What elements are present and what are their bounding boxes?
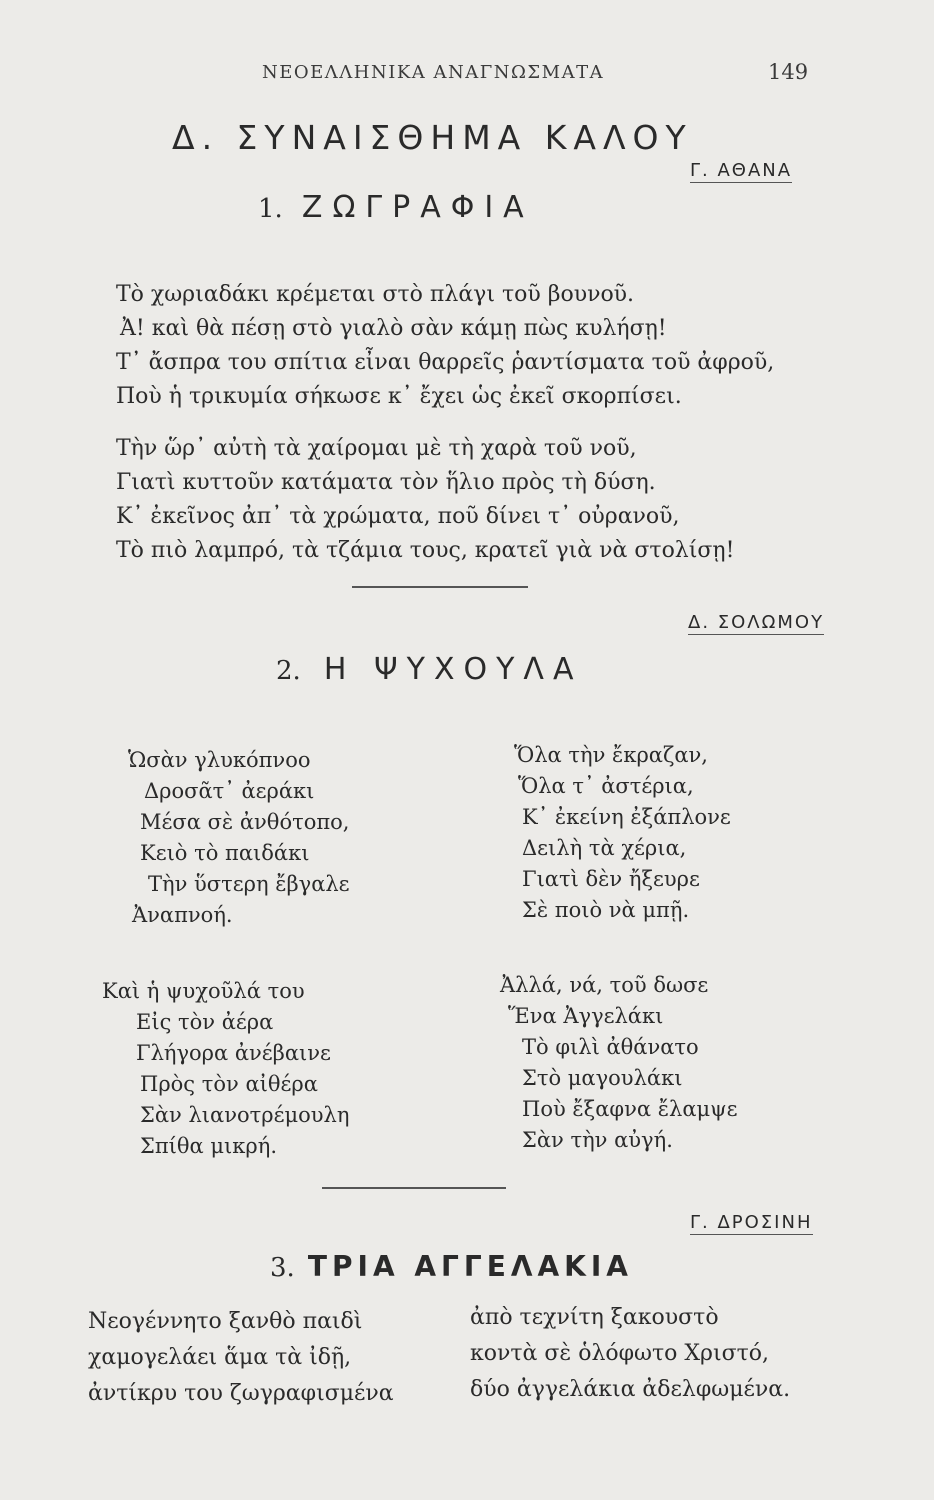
- verse-line: Καὶ ἡ ψυχοῦλά του: [102, 979, 305, 1003]
- verse-line: Κ᾽ ἐκείνη ἐξάπλονε: [522, 805, 731, 829]
- verse-line: Τ᾽ ἄσπρα του σπίτια εἶναι θαρρεῖς ῥαντίσματα τοῦ ἀφροῦ,: [116, 350, 775, 375]
- verse-line: Μέσα σὲ ἀνθότοπο,: [140, 810, 350, 834]
- running-header: ΝΕΟΕΛΛΗΝΙΚΑ ΑΝΑΓΝΩΣΜΑΤΑ: [262, 62, 605, 83]
- poem2-author: Δ. ΣΟΛΩΜΟΥ: [688, 612, 825, 633]
- poem2-right-stanza1: [514, 740, 731, 926]
- poem3-right: [470, 1300, 790, 1408]
- verse-line: Σπίθα μικρή.: [140, 1134, 277, 1158]
- verse-line: Ποὺ ἔξαφνα ἔλαμψε: [522, 1097, 738, 1121]
- verse-line: Σὰν τὴν αὐγή.: [522, 1128, 673, 1152]
- section-title: Δ. ΣΥΝΑΙΣΘΗΜΑ ΚΑΛΟΥ: [172, 118, 693, 157]
- poem1-stanza2: [116, 432, 734, 568]
- verse-line: Κ᾽ ἐκεῖνος ἀπ᾽ τὰ χρώματα, ποῦ δίνει τ᾽ οὐρανοῦ,: [116, 504, 680, 529]
- page-number: 149: [768, 60, 809, 84]
- verse-line: Ὡσὰν γλυκόπνοο: [128, 748, 311, 772]
- poem2-left-stanza2: [102, 976, 349, 1162]
- divider-rule: [352, 586, 528, 588]
- verse-line: Ἀλλά, νά, τοῦ δωσε: [500, 973, 709, 997]
- verse-line: Ὅλα τὴν ἔκραζαν,: [514, 743, 708, 767]
- verse-line: Ὅλα τ᾽ ἀστέρια,: [518, 774, 694, 798]
- verse-line: Γλήγορα ἀνέβαινε: [136, 1041, 331, 1065]
- verse-line: κοντὰ σὲ ὁλόφωτο Χριστό,: [470, 1341, 770, 1366]
- poem1-stanza1: [116, 278, 774, 414]
- poem2-right-stanza2: [500, 970, 738, 1156]
- verse-line: Γιατὶ δὲν ἤξευρε: [522, 867, 700, 891]
- poem2-number: 2.: [276, 656, 301, 686]
- poem1-title: ΖΩΓΡΑΦΙΑ: [301, 190, 534, 225]
- verse-line: Τὴν ὥρ᾽ αὐτὴ τὰ χαίρομαι μὲ τὴ χαρὰ τοῦ νοῦ,: [116, 436, 637, 461]
- verse-line: Νεογέννητο ξανθὸ παιδὶ: [88, 1309, 363, 1334]
- verse-line: Τὸ χωριαδάκι κρέμεται στὸ πλάγι τοῦ βουνοῦ.: [116, 282, 635, 307]
- verse-line: Σὲ ποιὸ νὰ μπῇ.: [522, 898, 690, 922]
- verse-line: Γιατὶ κυττοῦν κατάματα τὸν ἥλιο πρὸς τὴ δύση.: [116, 470, 656, 495]
- verse-line: χαμογελάει ἅμα τὰ ἰδῇ,: [88, 1345, 352, 1370]
- verse-line: Ἀναπνοή.: [132, 903, 233, 927]
- poem1-author: Γ. ΑΘΑΝΑ: [690, 160, 793, 181]
- verse-line: δύο ἀγγελάκια ἀδελφωμένα.: [470, 1377, 791, 1402]
- poem1-number: 1.: [258, 194, 283, 224]
- verse-line: Τὴν ὕστερη ἔβγαλε: [148, 872, 350, 896]
- poem1-heading: [258, 190, 534, 225]
- verse-line: Τὸ πιὸ λαμπρό, τὰ τζάμια τους, κρατεῖ γιὰ νὰ στολίσῃ!: [116, 538, 735, 563]
- verse-line: ἀντίκρυ του ζωγραφισμένα: [88, 1381, 394, 1406]
- poem2-title: Η ΨΥΧΟΥΛΑ: [323, 652, 583, 687]
- poem3-heading: [270, 1250, 633, 1283]
- verse-line: Τὸ φιλὶ ἀθάνατο: [522, 1035, 699, 1059]
- verse-line: Εἰς τὸν ἀέρα: [136, 1010, 274, 1034]
- verse-line: ἀπὸ τεχνίτη ξακουστὸ: [470, 1305, 719, 1330]
- poem2-left-stanza1: [128, 745, 350, 931]
- poem2-heading: [276, 652, 582, 687]
- poem3-title: ΤΡΙΑ ΑΓΓΕΛΑΚΙΑ: [307, 1250, 633, 1283]
- verse-line: Στὸ μαγουλάκι: [522, 1066, 683, 1090]
- verse-line: Δειλὴ τὰ χέρια,: [522, 836, 687, 860]
- divider-rule: [322, 1187, 506, 1189]
- verse-line: Ἕνα Ἀγγελάκι: [508, 1004, 664, 1028]
- verse-line: Ἀ! καὶ θὰ πέσῃ στὸ γιαλὸ σὰν κάμῃ πὼς κυλήσῃ!: [120, 316, 667, 341]
- poem3-left: [88, 1304, 394, 1412]
- verse-line: Ποὺ ἡ τρικυμία σήκωσε κ᾽ ἔχει ὡς ἐκεῖ σκορπίσει.: [116, 384, 682, 409]
- verse-line: Πρὸς τὸν αἰθέρα: [140, 1072, 318, 1096]
- verse-line: Δροσᾶτ᾽ ἀεράκι: [144, 779, 315, 803]
- verse-line: Σὰν λιανοτρέμουλη: [140, 1103, 350, 1127]
- poem3-number: 3.: [270, 1253, 295, 1283]
- poem3-author: Γ. ΔΡΟΣΙΝΗ: [690, 1212, 813, 1233]
- verse-line: Κειὸ τὸ παιδάκι: [140, 841, 310, 865]
